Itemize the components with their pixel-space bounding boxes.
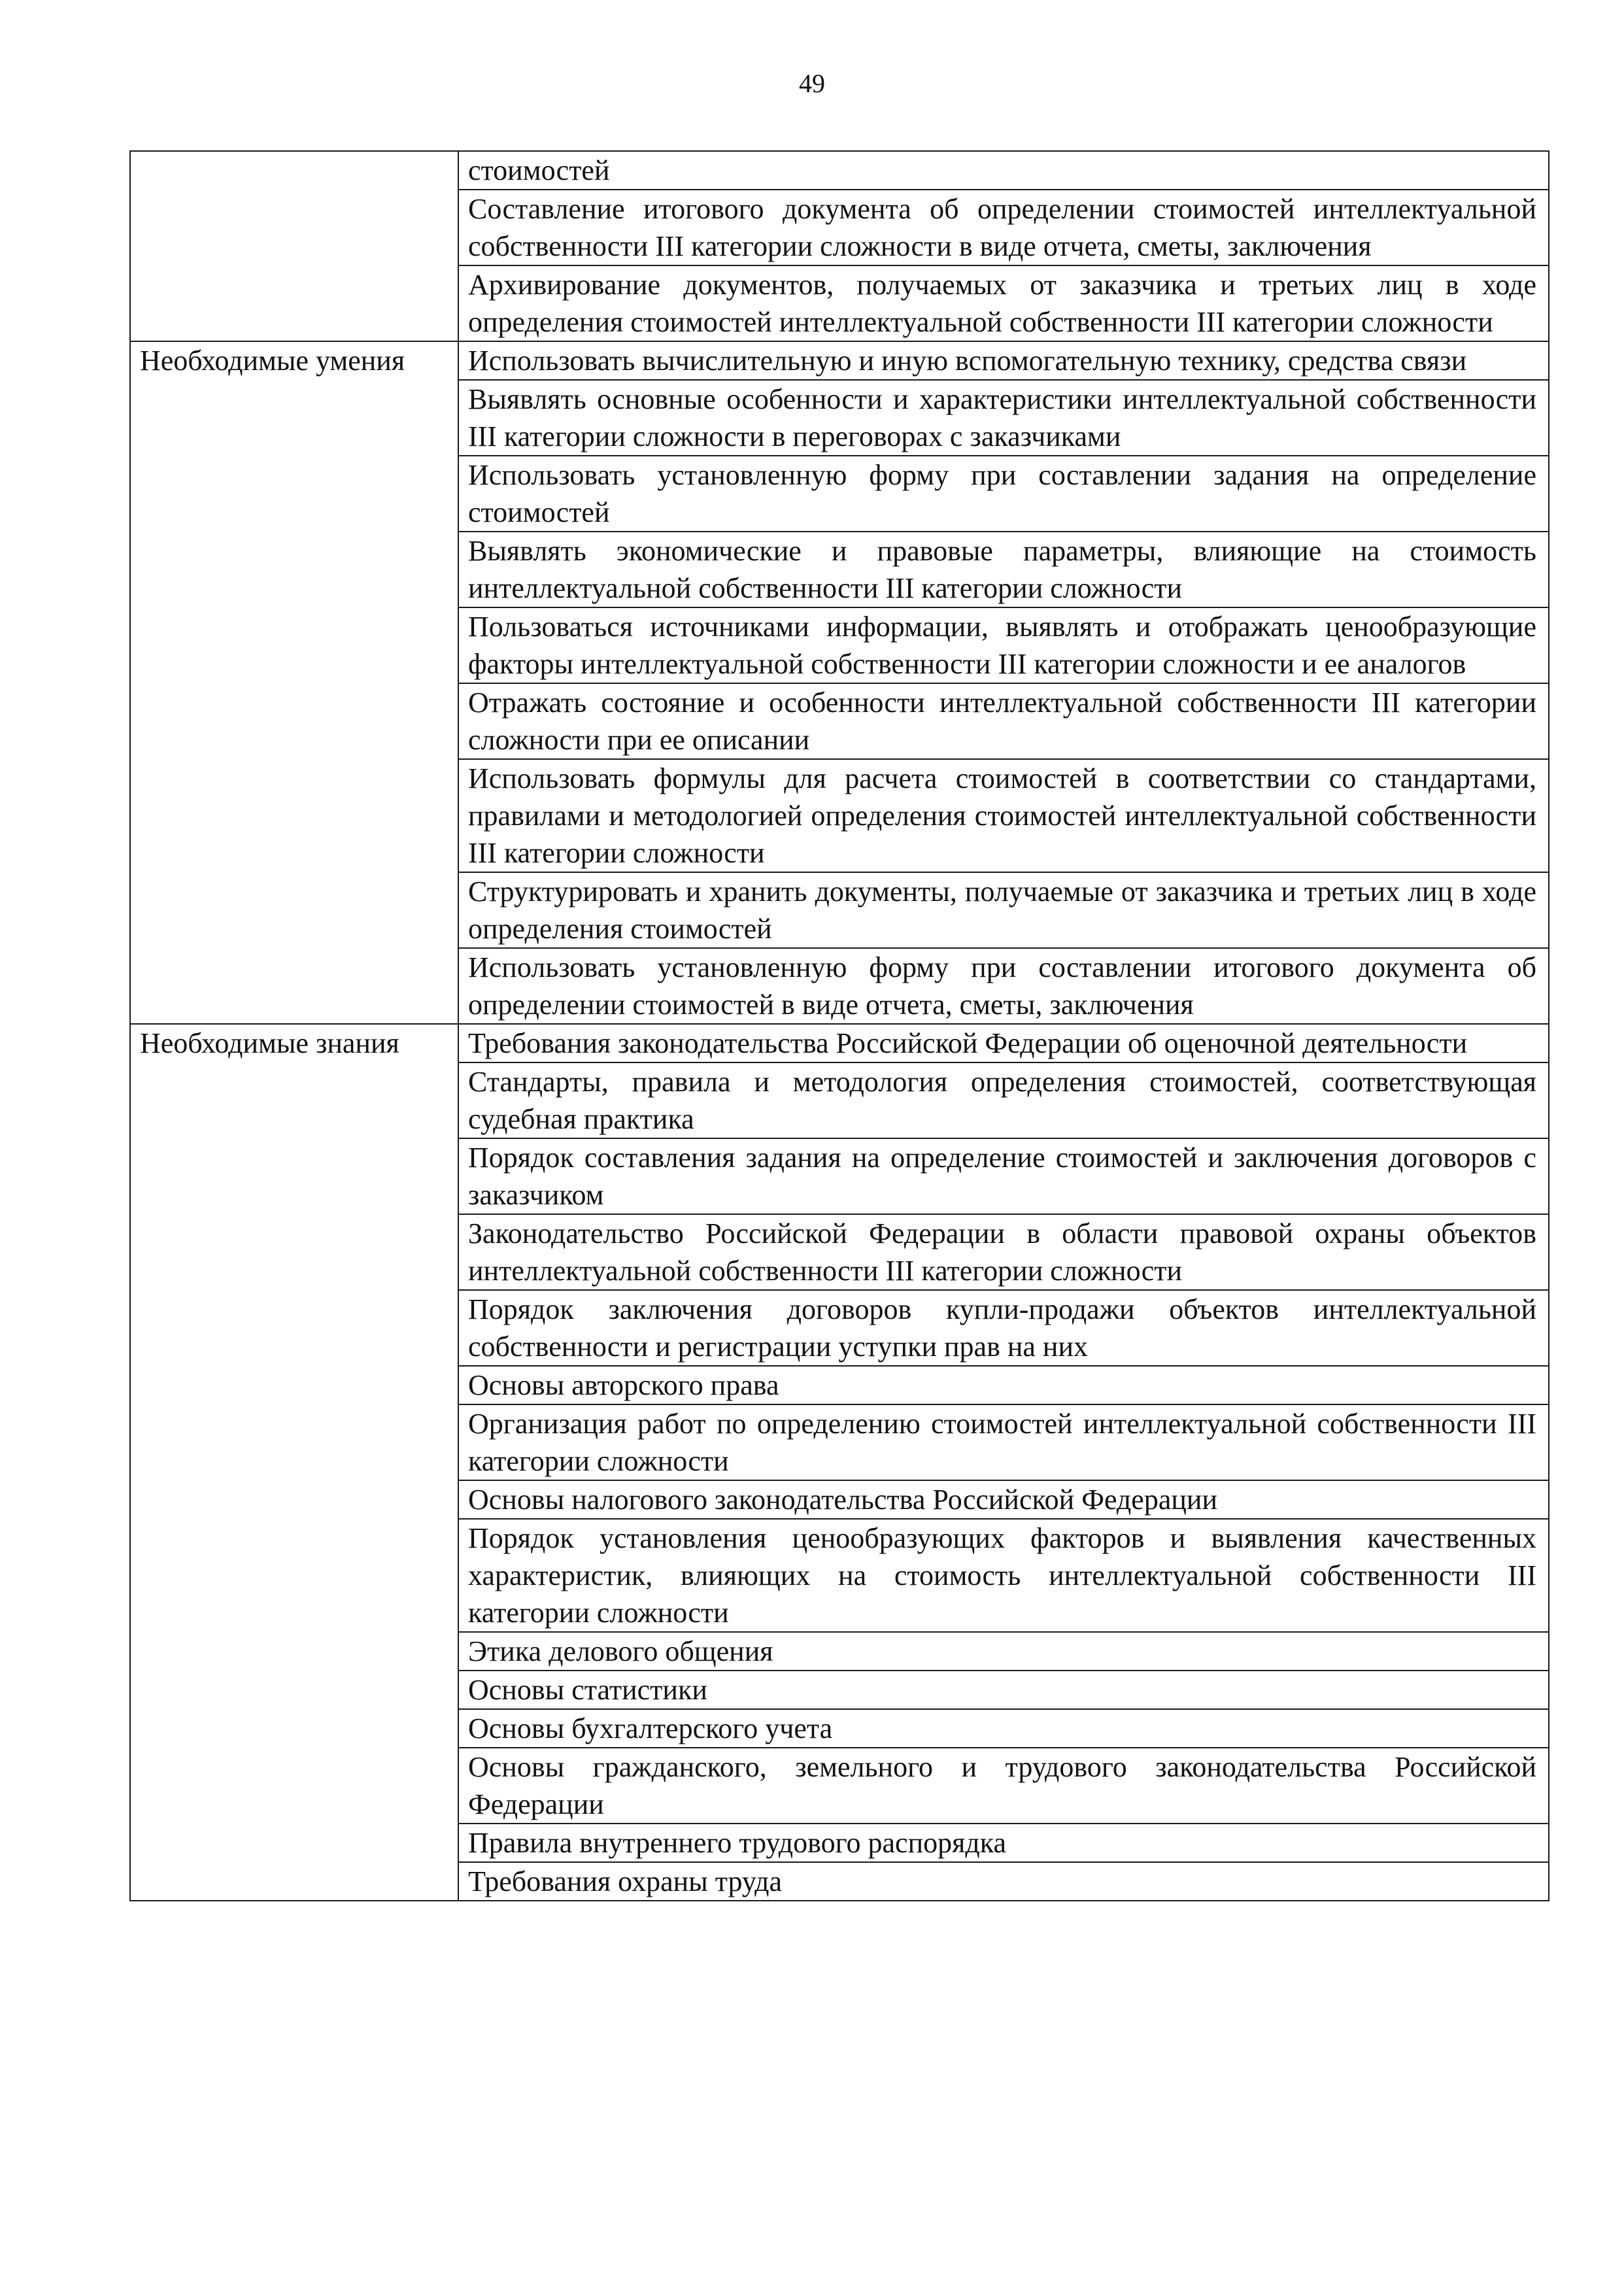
- competency-table: [129, 150, 1549, 1901]
- table-cell-item: Основы статистики: [458, 1671, 1549, 1709]
- section-label: Необходимые знания: [130, 1024, 458, 1901]
- table-cell-item: Основы налогового законодательства Российской Федерации: [458, 1480, 1549, 1519]
- table-cell-item: Порядок установления ценообразующих факторов и выявления качественных характеристик, влияющих на стоимость интеллектуальной собственности III категории сложности: [458, 1519, 1549, 1632]
- table-row: [130, 1024, 1549, 1062]
- table-cell-item: Стандарты, правила и методология определения стоимостей, соответствующая судебная практика: [458, 1062, 1549, 1138]
- table-cell-item: Порядок составления задания на определение стоимостей и заключения договоров с заказчиком: [458, 1138, 1549, 1214]
- table-cell-item: Использовать установленную форму при составлении итогового документа об определении стоимостей в виде отчета, сметы, заключения: [458, 948, 1549, 1024]
- table-cell-item: Основы бухгалтерского учета: [458, 1709, 1549, 1748]
- table-body: [130, 151, 1549, 1901]
- table-cell-item: Основы гражданского, земельного и трудового законодательства Российской Федерации: [458, 1748, 1549, 1824]
- table-cell-item: Использовать вычислительную и иную вспомогательную технику, средства связи: [458, 341, 1549, 380]
- table-cell-item: Организация работ по определению стоимостей интеллектуальной собственности III категории сложности: [458, 1404, 1549, 1480]
- section-label: Необходимые умения: [130, 341, 458, 1024]
- table-cell-item: стоимостей: [458, 151, 1549, 190]
- table-cell-item: Использовать формулы для расчета стоимостей в соответствии со стандартами, правилами и методологией определения стоимостей интеллектуальной собственности III категории сложности: [458, 759, 1549, 872]
- table-cell-item: Использовать установленную форму при составлении задания на определение стоимостей: [458, 456, 1549, 532]
- table-cell-item: Отражать состояние и особенности интеллектуальной собственности III категории сложности при ее описании: [458, 683, 1549, 759]
- table-cell-item: Пользоваться источниками информации, выявлять и отображать ценообразующие факторы интеллектуальной собственности III категории сложности и ее аналогов: [458, 607, 1549, 683]
- table-cell-item: Выявлять экономические и правовые параметры, влияющие на стоимость интеллектуальной собственности III категории сложности: [458, 532, 1549, 607]
- table-cell-item: Составление итогового документа об определении стоимостей интеллектуальной собственности III категории сложности в виде отчета, сметы, заключения: [458, 190, 1549, 265]
- table-cell-item: Архивирование документов, получаемых от заказчика и третьих лиц в ходе определения стоимостей интеллектуальной собственности III категории сложности: [458, 265, 1549, 341]
- table-row: [130, 341, 1549, 380]
- table-cell-item: Порядок заключения договоров купли-продажи объектов интеллектуальной собственности и регистрации уступки прав на них: [458, 1290, 1549, 1366]
- table-cell-item: Выявлять основные особенности и характеристики интеллектуальной собственности III категории сложности в переговорах с заказчиками: [458, 380, 1549, 456]
- table-cell-item: Требования охраны труда: [458, 1862, 1549, 1901]
- table-cell-item: Структурировать и хранить документы, получаемые от заказчика и третьих лиц в ходе определения стоимостей: [458, 872, 1549, 948]
- table-cell-item: Основы авторского права: [458, 1366, 1549, 1404]
- table-cell-item: Законодательство Российской Федерации в области правовой охраны объектов интеллектуальной собственности III категории сложности: [458, 1214, 1549, 1290]
- section-label: [130, 151, 458, 341]
- table-row: [130, 151, 1549, 190]
- table-cell-item: Этика делового общения: [458, 1632, 1549, 1671]
- table-cell-item: Требования законодательства Российской Федерации об оценочной деятельности: [458, 1024, 1549, 1062]
- page-number: 49: [799, 69, 825, 98]
- table-cell-item: Правила внутреннего трудового распорядка: [458, 1824, 1549, 1862]
